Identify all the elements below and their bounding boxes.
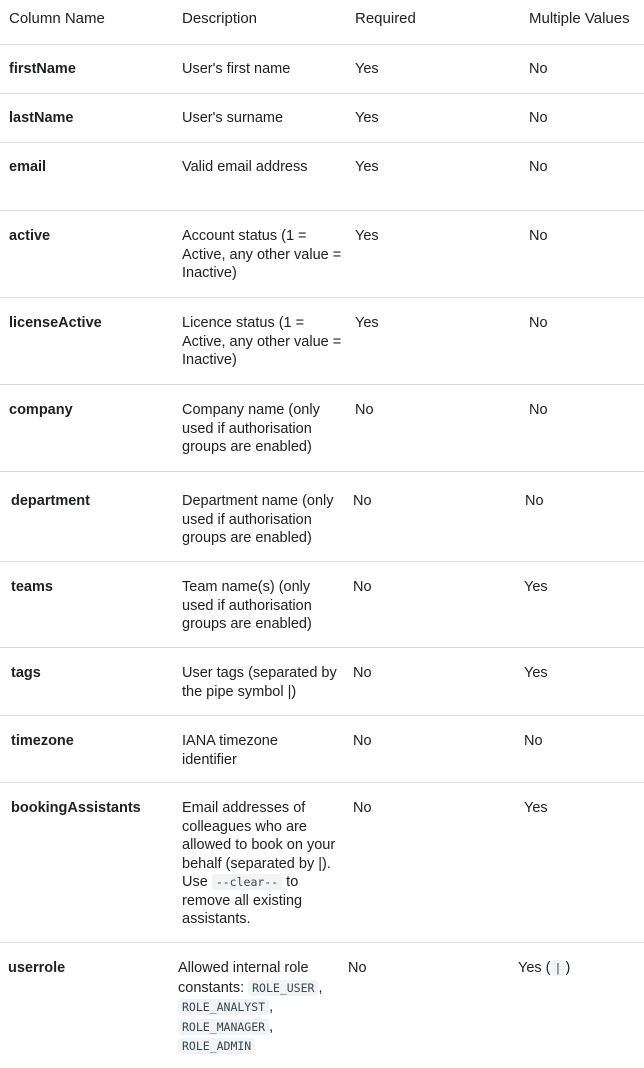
column-name-cell: lastName bbox=[9, 110, 74, 126]
description-cell: Account status (1 = Active, any other value = Inactive) bbox=[182, 228, 342, 281]
role-manager-code: ROLE_MANAGER bbox=[178, 1019, 269, 1035]
multiple-values-cell: Yes bbox=[524, 579, 548, 595]
column-name-cell: department bbox=[11, 493, 90, 509]
column-name-cell: timezone bbox=[11, 733, 74, 749]
required-cell: No bbox=[348, 960, 367, 976]
required-cell: Yes bbox=[355, 315, 379, 331]
column-name-cell: tags bbox=[11, 665, 41, 681]
role-analyst-code: ROLE_ANALYST bbox=[178, 999, 269, 1015]
multiple-values-cell: No bbox=[529, 402, 548, 418]
description-text: Email addresses of colleagues who are allowed to book on your behalf (separated by |). Use bbox=[182, 800, 336, 890]
table-row bbox=[0, 562, 644, 648]
table-row bbox=[0, 211, 644, 298]
multiple-values-cell: No bbox=[529, 159, 548, 175]
table-row bbox=[0, 716, 644, 783]
table-row bbox=[0, 385, 644, 472]
multiple-values-cell: No bbox=[529, 110, 548, 126]
column-name-cell: active bbox=[9, 228, 51, 244]
separator: , bbox=[318, 979, 323, 996]
multiple-values-cell: Yes bbox=[524, 665, 548, 681]
column-name-cell: firstName bbox=[9, 61, 76, 77]
column-name-cell: bookingAssistants bbox=[11, 800, 141, 816]
header-column-name: Column Name bbox=[9, 10, 105, 27]
multiple-values-cell: No bbox=[524, 733, 543, 749]
table-row bbox=[0, 472, 644, 562]
column-name-cell: email bbox=[9, 159, 47, 175]
multiple-values-cell: No bbox=[529, 228, 548, 244]
table-row bbox=[0, 298, 644, 385]
multiple-values-cell: No bbox=[525, 493, 544, 509]
multiple-values-close: ) bbox=[565, 960, 571, 976]
description-cell bbox=[182, 799, 342, 929]
description-cell: Valid email address bbox=[182, 159, 308, 175]
description-cell: User's first name bbox=[182, 61, 291, 77]
table-row bbox=[0, 44, 644, 94]
header-description: Description bbox=[182, 10, 258, 27]
description-text: Allowed internal role constants: bbox=[178, 960, 309, 996]
description-cell: Department name (only used if authorisation groups are enabled) bbox=[182, 493, 334, 546]
column-name-cell: teams bbox=[11, 579, 53, 595]
required-cell: No bbox=[353, 800, 372, 816]
multiple-values-cell bbox=[518, 959, 570, 978]
table-row bbox=[0, 783, 644, 943]
pipe-code: | bbox=[551, 960, 566, 976]
required-cell: No bbox=[353, 493, 372, 509]
required-cell: No bbox=[353, 733, 372, 749]
column-name-cell: licenseActive bbox=[9, 315, 102, 331]
required-cell: No bbox=[353, 579, 372, 595]
table-row bbox=[0, 143, 644, 211]
separator: , bbox=[269, 1018, 274, 1035]
separator: , bbox=[269, 999, 274, 1015]
description-cell: IANA timezone identifier bbox=[182, 733, 278, 768]
required-cell: No bbox=[353, 665, 372, 681]
role-admin-code: ROLE_ADMIN bbox=[178, 1038, 255, 1054]
description-cell: Team name(s) (only used if authorisation groups are enabled) bbox=[182, 579, 312, 632]
required-cell: Yes bbox=[355, 228, 379, 244]
required-cell: Yes bbox=[355, 61, 379, 77]
column-name-cell: userrole bbox=[8, 960, 66, 976]
description-cell: Licence status (1 = Active, any other value = Inactive) bbox=[182, 315, 342, 368]
clear-code: --clear-- bbox=[212, 874, 282, 890]
header-multiple-values: Multiple Values bbox=[529, 10, 630, 27]
table-row bbox=[0, 94, 644, 143]
description-cell: Company name (only used if authorisation groups are enabled) bbox=[182, 402, 320, 455]
description-cell: User tags (separated by the pipe symbol |) bbox=[182, 665, 337, 700]
header-required: Required bbox=[355, 10, 416, 27]
multiple-values-cell: No bbox=[529, 61, 548, 77]
column-name-cell: company bbox=[9, 402, 73, 418]
required-cell: No bbox=[355, 402, 374, 418]
required-cell: Yes bbox=[355, 159, 379, 175]
table-row bbox=[0, 648, 644, 716]
multiple-values-cell: No bbox=[529, 315, 548, 331]
multiple-values-text: Yes ( bbox=[518, 960, 551, 976]
role-user-code: ROLE_USER bbox=[248, 980, 318, 996]
description-cell: User's surname bbox=[182, 110, 284, 126]
multiple-values-cell: Yes bbox=[524, 800, 548, 816]
description-text: to remove all existing assistants. bbox=[182, 874, 303, 927]
description-cell bbox=[178, 959, 343, 1057]
required-cell: Yes bbox=[355, 110, 379, 126]
table-header bbox=[0, 0, 644, 45]
table-row bbox=[0, 943, 644, 1068]
